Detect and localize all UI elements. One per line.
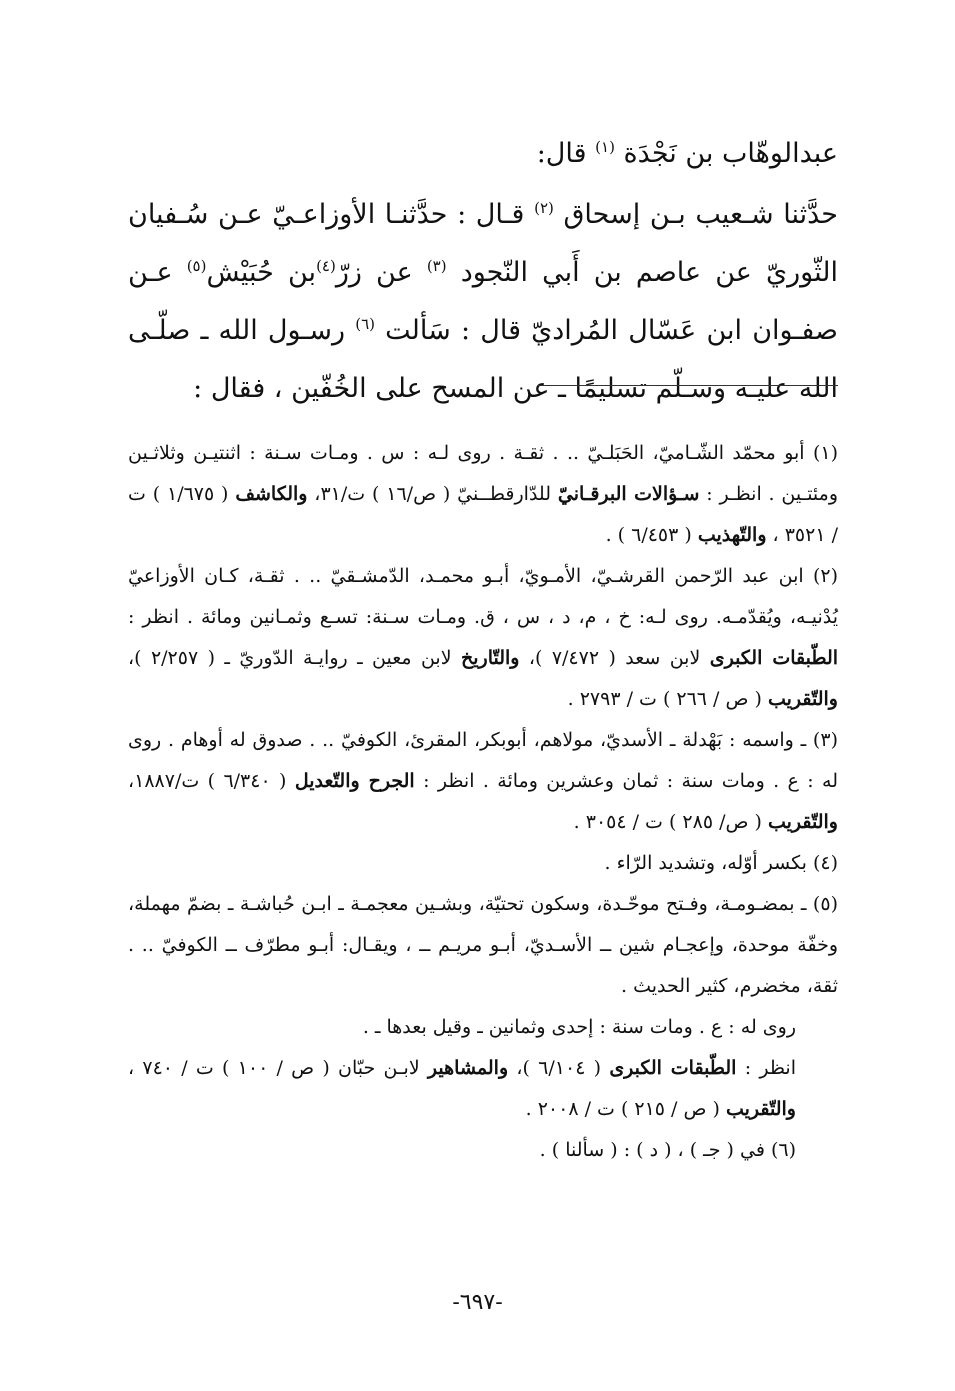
footnote-ref-2: (٢) xyxy=(534,199,554,217)
text-run: عن زرّ xyxy=(335,257,413,288)
source-title: الطّبقات الكبرى xyxy=(609,1057,737,1079)
page-number: -٦٩٧- xyxy=(452,1290,503,1315)
text-run: (٣) ـ واسمه : بَهْدلة ـ الأسديّ، مولاهم، أبوبكر، المقرئ، الكوفيّ .. . صدوق له أوهام . روى له : ع . ومات سنة : ثمان وعشرين ومائة . انظر : xyxy=(128,729,839,792)
footnote-4: (٤) بكسر أوّله، وتشديد الرّاء . xyxy=(604,852,838,874)
footnote-ref-5: (٥) xyxy=(186,257,207,275)
footnote-5-continued: روى له : ع . ومات سنة : إحدى وثمانين ـ وقيل بعدها ـ . xyxy=(362,1016,796,1038)
footnote-3 xyxy=(128,720,838,843)
text-run: رسـول الله ـ صلّـى الله عليـه وسـلّم تسليمًا ـ عن المسح على الخُفّين ، فقال : xyxy=(128,315,838,404)
section-heading xyxy=(128,126,838,182)
text-run: للدّارقطــنيّ ( ص/١٦ ) ت/٣١، xyxy=(314,483,552,505)
text-run: لابن معين ـ روايـة الدّوريّ ـ ( ٢/٢٥٧ )، xyxy=(128,647,452,669)
hadith-paragraph xyxy=(128,186,838,418)
footnote-ref-4: (٤) xyxy=(316,257,336,275)
footnote-6: (٦) في ( جـ ) ، ( د ) : ( سألنا ) . xyxy=(539,1139,796,1161)
source-title: الجرح والتّعديل xyxy=(294,770,415,792)
text-run: ( ١/٦٧٥ ) ت / ٣٥٢١ ، xyxy=(128,483,838,546)
text-run: ( ٦/٣٤٠ ) ت/١٨٨٧، xyxy=(128,770,287,792)
footnote-ref-6: (٦) xyxy=(355,315,375,333)
footnote-5-sources xyxy=(128,1048,838,1130)
source-title: سـؤالات البرقـانيّ xyxy=(557,483,700,505)
footnote-2 xyxy=(128,556,838,720)
text-run: حدَّثنا شـعيب بـن إسحاق xyxy=(563,199,838,230)
text-run: ( ص/ ٢٨٥ ) ت / ٣٠٥٤ . xyxy=(573,811,762,833)
text-run: لابـن حبّان ( ص / ١٠٠ ) ت / ٧٤٠ ، xyxy=(128,1057,420,1079)
source-title: والتّهذيب xyxy=(697,524,767,546)
text-run: عـن صفـوان ابن عَسّال المُراديّ قال : سَألت xyxy=(128,257,838,346)
text-run: بن حُبَيْش xyxy=(206,257,317,288)
source-title: والتّقريب xyxy=(725,1098,796,1120)
text-run: قـال : حدَّثنـا الأوزاعـيّ عـن سُـفيان الثّوريّ عن عاصم بن أَبي النّجود xyxy=(128,199,838,288)
source-title: والتّاريخ xyxy=(460,647,520,669)
heading-tail: قال: xyxy=(536,138,587,169)
text-run: ( ٦/٤٥٣ ) . xyxy=(605,524,692,546)
source-title: والمشاهير xyxy=(427,1057,509,1079)
source-title: والتّقريب xyxy=(767,688,838,710)
source-title: الطّبقات الكبرى xyxy=(709,647,839,669)
text-run: لابن سعد ( ٧/٤٧٢ )، xyxy=(528,647,701,669)
footnote-ref-3: (٣) xyxy=(426,257,447,275)
text-run: ( ٦/١٠٤ )، xyxy=(516,1057,602,1079)
main-text xyxy=(128,126,838,418)
text-run: ( ص / ٢١٥ ) ت / ٢٠٠٨ . xyxy=(525,1098,720,1120)
footnotes xyxy=(128,433,838,1171)
heading-name: عبدالوهّاب بن نَجْدَة xyxy=(623,138,838,169)
footnote-1 xyxy=(128,433,838,556)
footnote-divider xyxy=(538,385,838,386)
source-title: والكاشف xyxy=(235,483,308,505)
text-run: (٢) ابن عبد الرّحمن القرشـيّ، الأمـويّ، أبـو محمـد، الدّمشـقيّ .. . ثقـة، كـان الأوزاعيّ يُدْنيـه، ويُقدّمـه. روى لـه: خ ، م، د ، س ، ق. ومـات سـنة: تسـع وثمـانين ومائة . انظر : xyxy=(128,565,838,628)
source-title: والتّقريب xyxy=(767,811,838,833)
footnote-ref-1: (١) xyxy=(595,138,615,156)
text-run: ( ص / ٢٦٦ ) ت / ٢٧٩٣ . xyxy=(567,688,762,710)
footnote-5: (٥) ـ بمضـومـة، وفـتح موحّـدة، وسكون تحتيّة، وبشـين معجمـة ـ ابـن حُباشـة ـ بضمّ مهملة، وخفّة موحدة، وإعجـام شين ــ الأسـديّ، أبـو مريـم ــ ، ويقـال: أبـو مطرّف ــ الكوفيّ .. . ثقة، مخضرم، كثير الحديث . xyxy=(128,893,838,997)
text-run: انظر : xyxy=(744,1057,796,1079)
text-run: (١) أبو محمّد الشّـاميّ، الحَبَلـيّ .. . ثقـة . روى لـه : س . ومـات سـنة : اثنتيـن وثلاثـين ومئتـين . انظـر : xyxy=(128,442,839,505)
